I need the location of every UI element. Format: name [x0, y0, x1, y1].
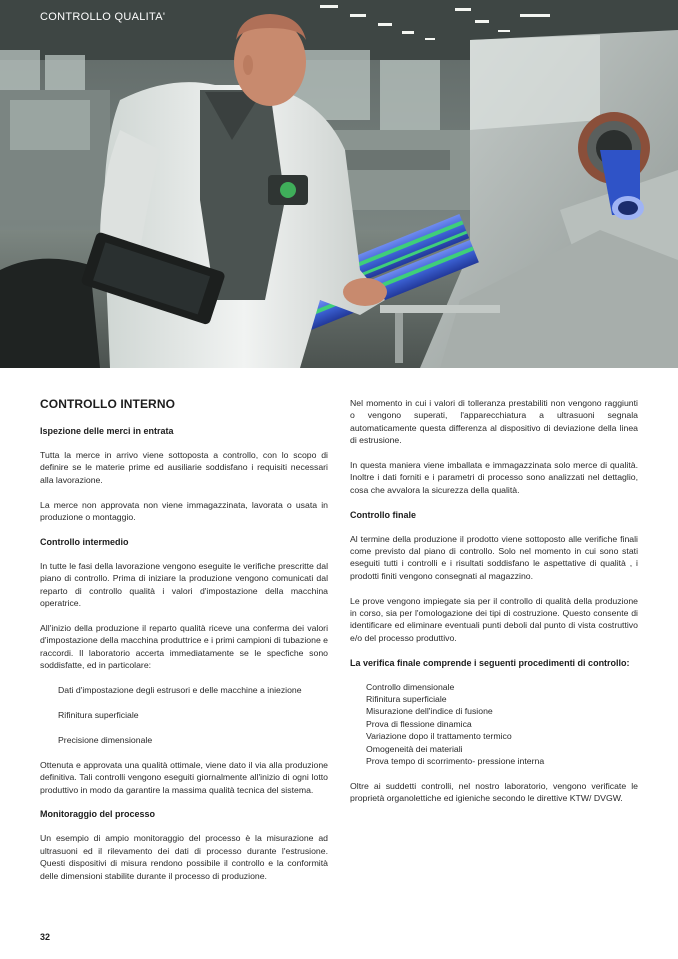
page-title: CONTROLLO INTERNO — [40, 397, 176, 411]
left-column — [40, 396, 328, 894]
paragraph: In questa maniera viene imballata e immagazzinata solo merce di qualità. Inoltre i dati forniti e i parametri di processo sono analizzati nel dettaglio, cosa che avvalora la sicurezza della qualità. — [350, 460, 638, 495]
paragraph: Un esempio di ampio monitoraggio del processo è la misurazione ad ultrasuoni ed il rilevamento dei dati di processo durante l'estrusione. Questi dispositivi di misura rendono possibile il controllo e la conformità delle dimensioni stabilite durante il processo di produzione. — [40, 833, 328, 881]
paragraph: Le prove vengono impiegate sia per il controllo di qualità della produzione in corso, sia per l'omologazione dei tipi di costruzione. Questo consente di identificare ed eliminare eventuali punti deboli dal punto di vista costruttivo e/o del processo produttivo. — [350, 595, 638, 643]
section-tag: CONTROLLO QUALITA' — [40, 11, 166, 23]
paragraph: All'inizio della produzione il reparto qualità riceve una conferma dei valori d'impostazione della macchina produttrice e i primi campioni di tubazione e raccordi. Il laboratorio accerta immediatamente se le specfiche sono soddisfatte, ed in particolare: — [40, 622, 329, 671]
spec-list — [58, 684, 328, 746]
paragraph: In tutte le fasi della lavorazione vengono eseguite le verifiche prescritte dal piano di controllo. Prima di iniziare la produzione vengono comunicati dal reparto di controllo qualità i valori d'impostazione della macchina operatrice. — [40, 560, 328, 609]
list-item: Rifinitura superficiale — [366, 694, 447, 705]
paragraph: Oltre ai suddetti controlli, nel nostro laboratorio, vengono verificate le proprietà organolettiche ed igieniche secondo le direttive KTW/ DVGW. — [350, 780, 638, 804]
paragraph: Ottenuta e approvata una qualità ottimale, viene dato il via alla produzione definitiva. Tali controlli vengono eseguiti giornalmente all'inizio di ogni lotto produttivo in modo da garantire la massima qualità tecnica del sistema. — [40, 759, 328, 795]
procedures-list — [366, 681, 638, 768]
paragraph: La merce non approvata non viene immagazzinata, lavorata o usata in produzione o montaggio. — [40, 499, 328, 523]
list-item: Controllo dimensionale — [366, 681, 455, 692]
list-item: Misurazione dell'indice di fusione — [366, 706, 493, 717]
list-item: Rifinitura superficiale — [58, 709, 139, 720]
page-number: 32 — [40, 932, 51, 942]
subheading-final-control: Controllo finale — [350, 509, 416, 520]
hero-photo — [0, 0, 678, 368]
right-column — [350, 397, 638, 817]
subheading-process-monitoring: Monitoraggio del processo — [40, 809, 156, 820]
subheading-final-procedures: La verifica finale comprende i seguenti procedimenti di controllo: — [350, 657, 630, 668]
subheading-incoming-inspection: Ispezione delle merci in entrata — [40, 426, 174, 436]
list-item: Prova tempo di scorrimento- pressione interna — [366, 756, 545, 767]
list-item: Prova di flessione dinamica — [366, 718, 472, 729]
paragraph: Nel momento in cui i valori di tolleranza prestabiliti non vengono raggiunti o vengono superati, l'apparecchiatura a ultrasuoni segnala automaticamente questa differenza al dispositivo di deviazione della linea di estrusione. — [350, 398, 638, 446]
paragraph: Al termine della produzione il prodotto viene sottoposto alle verifiche finali come previsto dal piano di controllo. Solo nel momento in cui sono stati eseguiti tutti i controlli e i risultati soddisfano le aspettative di qualità , i prodotti finiti vengono consegnati al magazzino. — [350, 533, 638, 581]
list-item: Dati d'impostazione degli estrusori e delle macchine a iniezione — [58, 684, 302, 695]
factory-scene-illustration — [0, 0, 678, 368]
paragraph: Tutta la merce in arrivo viene sottoposta a controllo, con lo scopo di definire se le materie prime ed ausiliarie soddisfano i requisiti necessari alla lavorazione. — [40, 450, 328, 485]
list-item: Variazione dopo il trattamento termico — [366, 731, 512, 742]
subheading-intermediate-control: Controllo intermedio — [40, 536, 129, 547]
list-item: Omogeneità dei materiali — [366, 743, 463, 754]
list-item: Precisione dimensionale — [58, 734, 153, 745]
